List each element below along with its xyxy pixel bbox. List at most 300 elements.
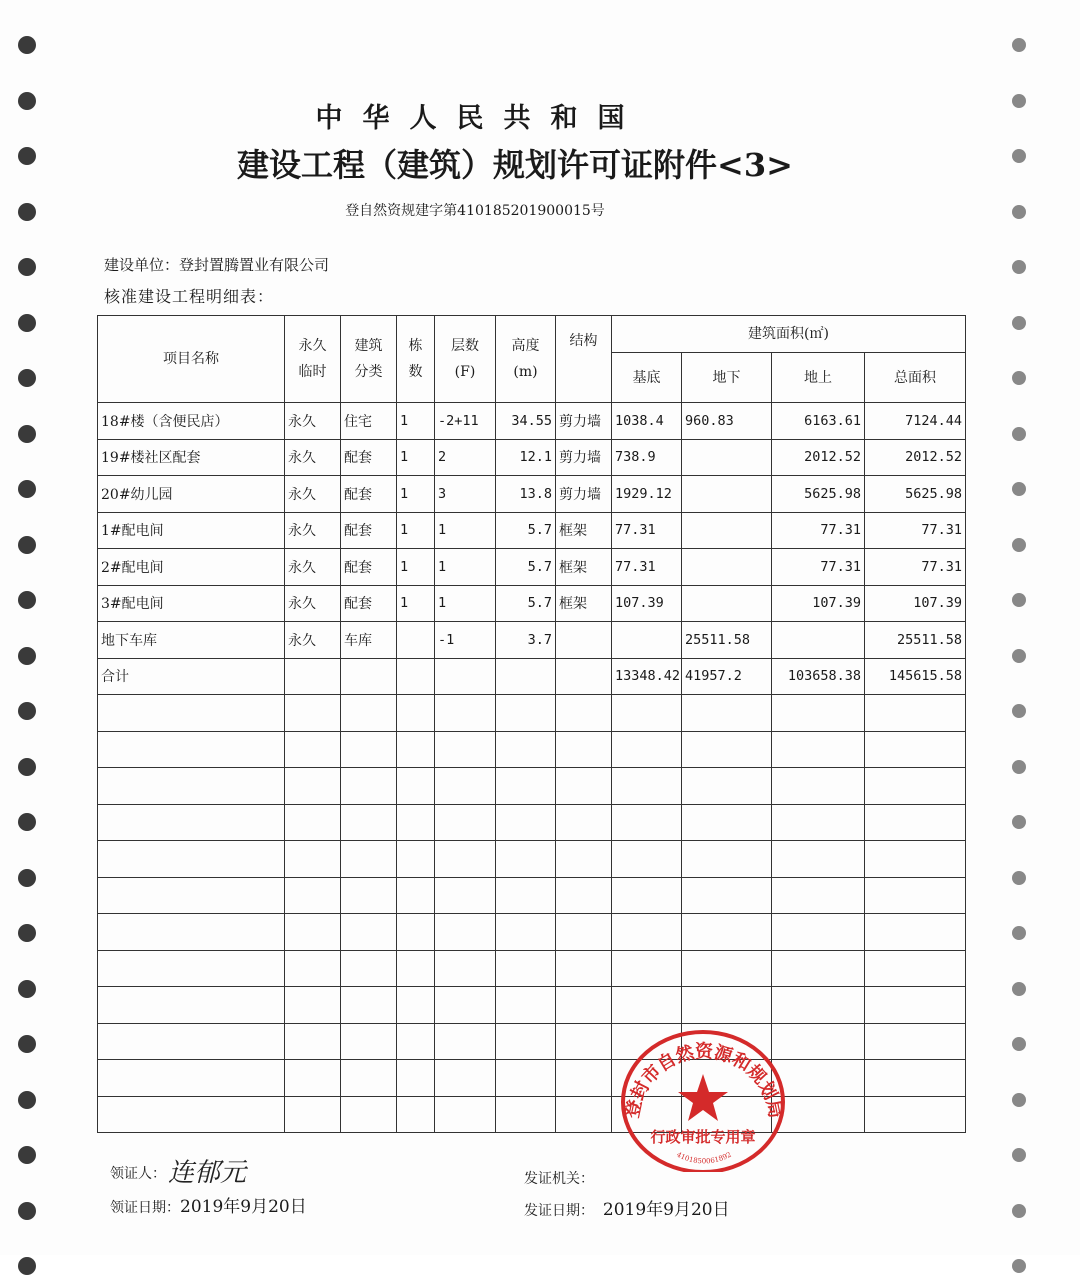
perforation-hole [18, 1202, 36, 1220]
cell-structure: 剪力墙 [556, 439, 612, 476]
cell-under [682, 476, 772, 513]
empty-cell [435, 1023, 496, 1060]
perforation-hole [1012, 926, 1026, 940]
issue-date-label: 发证日期： [524, 1203, 594, 1219]
receive-date-label: 领证日期： [110, 1200, 180, 1216]
cell-under: 25511.58 [682, 622, 772, 659]
empty-cell [772, 695, 865, 732]
construction-unit-label: 建设单位： [104, 256, 180, 274]
empty-cell [397, 658, 435, 695]
cell-above: 107.39 [772, 585, 865, 622]
empty-cell [397, 731, 435, 768]
empty-cell [496, 731, 556, 768]
empty-cell [496, 914, 556, 951]
empty-cell [397, 695, 435, 732]
issue-date-row [524, 1195, 730, 1220]
header-underground: 地下 [682, 353, 772, 403]
cell-height: 34.55 [496, 403, 556, 440]
empty-cell [496, 841, 556, 878]
recipient-label: 领证人： [110, 1166, 166, 1182]
cell-floors: 2 [435, 439, 496, 476]
perforation-hole [1012, 94, 1026, 108]
official-seal [617, 1022, 789, 1172]
empty-cell [496, 877, 556, 914]
issue-date: 2019年9月20日 [602, 1200, 730, 1220]
empty-cell [341, 950, 397, 987]
empty-cell [341, 1096, 397, 1133]
empty-cell [435, 1060, 496, 1097]
cell-structure: 剪力墙 [556, 476, 612, 513]
header-count-line1: 栋 [408, 338, 423, 354]
cell-cat: 住宅 [341, 403, 397, 440]
cell-name: 19#楼社区配套 [98, 439, 285, 476]
recipient-signature: 连郁元 [168, 1158, 247, 1188]
empty-cell [772, 841, 865, 878]
empty-cell [341, 841, 397, 878]
perforation-hole [1012, 205, 1026, 219]
empty-cell [612, 841, 682, 878]
empty-cell [682, 804, 772, 841]
cell-perm: 永久 [285, 403, 341, 440]
total-above: 103658.38 [772, 658, 865, 695]
header-project-name: 项目名称 [98, 316, 285, 403]
cell-structure: 剪力墙 [556, 403, 612, 440]
empty-cell [285, 841, 341, 878]
empty-cell [397, 768, 435, 805]
perforation-hole [18, 924, 36, 942]
empty-table-row [98, 731, 966, 768]
perforation-hole [18, 36, 36, 54]
cell-cat: 配套 [341, 439, 397, 476]
empty-cell [341, 731, 397, 768]
empty-cell [865, 768, 966, 805]
cell-count: 1 [397, 476, 435, 513]
perforation-hole [18, 1146, 36, 1164]
empty-cell [496, 1096, 556, 1133]
empty-cell [285, 877, 341, 914]
empty-cell [285, 1060, 341, 1097]
empty-cell [397, 877, 435, 914]
empty-cell [682, 914, 772, 951]
cell-floors: 1 [435, 549, 496, 586]
header-structure: 结构 [556, 316, 612, 403]
perforation-hole [1012, 1204, 1026, 1218]
empty-cell [98, 695, 285, 732]
perforation-hole [1012, 482, 1026, 496]
empty-cell [341, 695, 397, 732]
empty-cell [865, 841, 966, 878]
header-category [341, 316, 397, 403]
cell-perm: 永久 [285, 549, 341, 586]
empty-cell [435, 914, 496, 951]
cell-under [682, 549, 772, 586]
cell-cat: 配套 [341, 585, 397, 622]
header-permanence [285, 316, 341, 403]
empty-cell [612, 695, 682, 732]
empty-cell [341, 804, 397, 841]
empty-cell [556, 1060, 612, 1097]
cell-floors: -1 [435, 622, 496, 659]
empty-cell [496, 768, 556, 805]
cell-name: 地下车库 [98, 622, 285, 659]
cell-total: 25511.58 [865, 622, 966, 659]
empty-cell [98, 877, 285, 914]
empty-cell [341, 1060, 397, 1097]
document-title: 建设工程（建筑）规划许可证附件<3> [237, 146, 793, 184]
perforation-hole [18, 1257, 36, 1275]
total-row [98, 658, 966, 695]
empty-cell [865, 695, 966, 732]
table-row [98, 549, 966, 586]
total-total: 145615.58 [865, 658, 966, 695]
perforation-hole [18, 258, 36, 276]
empty-cell [435, 768, 496, 805]
empty-cell [772, 914, 865, 951]
table-row [98, 585, 966, 622]
empty-table-row [98, 914, 966, 951]
empty-cell [612, 731, 682, 768]
empty-cell [285, 804, 341, 841]
empty-cell [496, 695, 556, 732]
cell-perm: 永久 [285, 439, 341, 476]
cell-count: 1 [397, 585, 435, 622]
cell-floors: 1 [435, 512, 496, 549]
empty-cell [341, 1023, 397, 1060]
total-under: 41957.2 [682, 658, 772, 695]
empty-cell [612, 914, 682, 951]
cell-name: 20#幼儿园 [98, 476, 285, 513]
seal-star-icon [678, 1074, 728, 1121]
receive-date: 2019年9月20日 [180, 1197, 307, 1217]
empty-cell [285, 695, 341, 732]
perforation-hole [1012, 815, 1026, 829]
empty-cell [496, 987, 556, 1024]
perforation-hole [1012, 260, 1026, 274]
perforation-hole [18, 591, 36, 609]
cell-total: 7124.44 [865, 403, 966, 440]
empty-cell [435, 695, 496, 732]
header-base: 基底 [612, 353, 682, 403]
empty-cell [435, 658, 496, 695]
empty-cell [98, 914, 285, 951]
empty-table-row [98, 877, 966, 914]
header-aboveground: 地上 [772, 353, 865, 403]
empty-cell [98, 1060, 285, 1097]
cell-name: 1#配电间 [98, 512, 285, 549]
perforation-hole [1012, 760, 1026, 774]
cell-height: 5.7 [496, 585, 556, 622]
cell-cat: 配套 [341, 512, 397, 549]
seal-dept-text: 行政审批专用章 [650, 1128, 756, 1146]
header-height-line2: (m) [513, 364, 538, 380]
left-perforation [18, 0, 58, 1255]
empty-table-row [98, 804, 966, 841]
empty-table-row [98, 1096, 966, 1133]
cell-count: 1 [397, 549, 435, 586]
empty-table-row [98, 695, 966, 732]
empty-table-row [98, 950, 966, 987]
empty-cell [682, 877, 772, 914]
empty-cell [612, 804, 682, 841]
empty-cell [435, 987, 496, 1024]
cell-total: 77.31 [865, 512, 966, 549]
empty-cell [682, 695, 772, 732]
perforation-hole [18, 369, 36, 387]
seal-code-text: 4101850061892 [675, 1150, 733, 1166]
header-category-line2: 分类 [354, 364, 383, 380]
cell-height: 12.1 [496, 439, 556, 476]
empty-table-row [98, 987, 966, 1024]
cell-above: 2012.52 [772, 439, 865, 476]
empty-cell [98, 841, 285, 878]
perforation-hole [1012, 427, 1026, 441]
cell-name: 3#配电间 [98, 585, 285, 622]
empty-cell [285, 987, 341, 1024]
cell-floors: 1 [435, 585, 496, 622]
cell-count: 1 [397, 512, 435, 549]
cell-base: 107.39 [612, 585, 682, 622]
empty-cell [556, 804, 612, 841]
project-detail-table [97, 315, 966, 1133]
perforation-hole [18, 869, 36, 887]
document-number: 登自然资规建字第410185201900015号 [345, 203, 605, 219]
empty-cell [682, 731, 772, 768]
empty-cell [612, 768, 682, 805]
empty-cell [772, 731, 865, 768]
perforation-hole [18, 1091, 36, 1109]
empty-cell [612, 950, 682, 987]
empty-table-row [98, 1060, 966, 1097]
header-total: 总面积 [865, 353, 966, 403]
cell-base: 1929.12 [612, 476, 682, 513]
empty-cell [496, 658, 556, 695]
header-floors [435, 316, 496, 403]
cell-height: 5.7 [496, 512, 556, 549]
empty-cell [98, 768, 285, 805]
cell-above: 6163.61 [772, 403, 865, 440]
construction-unit [104, 254, 329, 275]
perforation-hole [18, 536, 36, 554]
perforation-hole [1012, 538, 1026, 552]
issuer-label: 发证机关： [524, 1171, 594, 1187]
empty-cell [397, 1060, 435, 1097]
perforation-hole [18, 480, 36, 498]
empty-cell [435, 877, 496, 914]
empty-cell [98, 950, 285, 987]
header-count [397, 316, 435, 403]
empty-cell [682, 841, 772, 878]
empty-cell [682, 950, 772, 987]
empty-cell [397, 1023, 435, 1060]
empty-cell [772, 804, 865, 841]
cell-structure: 框架 [556, 585, 612, 622]
empty-cell [285, 1023, 341, 1060]
right-perforation [1012, 0, 1052, 1255]
cell-count: 1 [397, 439, 435, 476]
cell-under [682, 439, 772, 476]
table-row [98, 476, 966, 513]
cell-name: 18#楼（含便民店） [98, 403, 285, 440]
cell-cat: 配套 [341, 476, 397, 513]
empty-cell [865, 804, 966, 841]
empty-cell [98, 804, 285, 841]
cell-structure [556, 622, 612, 659]
cell-height: 3.7 [496, 622, 556, 659]
empty-cell [397, 804, 435, 841]
empty-cell [556, 877, 612, 914]
perforation-hole [18, 425, 36, 443]
empty-table-row [98, 1023, 966, 1060]
perforation-hole [1012, 1093, 1026, 1107]
cell-above [772, 622, 865, 659]
perforation-hole [1012, 593, 1026, 607]
perforation-hole [1012, 316, 1026, 330]
empty-cell [865, 731, 966, 768]
cell-above: 77.31 [772, 549, 865, 586]
cell-cat: 车库 [341, 622, 397, 659]
empty-cell [556, 1096, 612, 1133]
cell-above: 5625.98 [772, 476, 865, 513]
cell-floors: -2+11 [435, 403, 496, 440]
cell-perm: 永久 [285, 622, 341, 659]
header-count-line2: 数 [408, 364, 423, 380]
empty-cell [865, 914, 966, 951]
header-height [496, 316, 556, 403]
empty-cell [341, 877, 397, 914]
cell-count [397, 622, 435, 659]
cell-total: 2012.52 [865, 439, 966, 476]
perforation-hole [1012, 371, 1026, 385]
empty-cell [556, 731, 612, 768]
empty-table-row [98, 768, 966, 805]
cell-above: 77.31 [772, 512, 865, 549]
empty-cell [397, 914, 435, 951]
empty-cell [397, 841, 435, 878]
table-row [98, 622, 966, 659]
empty-cell [556, 768, 612, 805]
empty-cell [341, 914, 397, 951]
empty-cell [772, 987, 865, 1024]
empty-cell [496, 1060, 556, 1097]
perforation-hole [18, 314, 36, 332]
table-body [98, 403, 966, 1133]
seal-org-text: 登封市自然资源和规划局 [621, 1041, 787, 1120]
empty-table-row [98, 841, 966, 878]
empty-cell [397, 987, 435, 1024]
perforation-hole [1012, 1148, 1026, 1162]
empty-cell [285, 914, 341, 951]
perforation-hole [18, 702, 36, 720]
empty-cell [556, 950, 612, 987]
table-row [98, 439, 966, 476]
empty-cell [98, 987, 285, 1024]
empty-cell [865, 1023, 966, 1060]
total-base: 13348.42 [612, 658, 682, 695]
cell-total: 5625.98 [865, 476, 966, 513]
perforation-hole [18, 1035, 36, 1053]
cell-base: 738.9 [612, 439, 682, 476]
cell-under [682, 512, 772, 549]
cell-count: 1 [397, 403, 435, 440]
empty-cell [865, 1060, 966, 1097]
empty-cell [496, 950, 556, 987]
empty-cell [98, 1096, 285, 1133]
empty-cell [285, 731, 341, 768]
cell-perm: 永久 [285, 585, 341, 622]
empty-cell [285, 950, 341, 987]
empty-cell [556, 1023, 612, 1060]
empty-cell [612, 877, 682, 914]
cell-name: 2#配电间 [98, 549, 285, 586]
perforation-hole [18, 758, 36, 776]
empty-cell [341, 658, 397, 695]
empty-cell [772, 768, 865, 805]
empty-cell [865, 1096, 966, 1133]
empty-cell [556, 914, 612, 951]
empty-cell [285, 1096, 341, 1133]
empty-cell [865, 950, 966, 987]
empty-cell [98, 731, 285, 768]
empty-cell [397, 950, 435, 987]
header-floors-line2: (F) [454, 364, 476, 380]
cell-height: 13.8 [496, 476, 556, 513]
header-height-line1: 高度 [511, 338, 540, 354]
cell-total: 77.31 [865, 549, 966, 586]
empty-cell [435, 804, 496, 841]
cell-under [682, 585, 772, 622]
cell-total: 107.39 [865, 585, 966, 622]
empty-cell [556, 841, 612, 878]
cell-structure: 框架 [556, 549, 612, 586]
header-floors-line1: 层数 [451, 338, 479, 354]
receive-date-row [110, 1192, 307, 1217]
country-title: 中华人民共和国 [315, 103, 645, 134]
perforation-hole [18, 813, 36, 831]
header-permanence-line1: 永久 [298, 338, 327, 354]
empty-cell [98, 1023, 285, 1060]
perforation-hole [1012, 38, 1026, 52]
perforation-hole [1012, 1259, 1026, 1273]
empty-cell [556, 987, 612, 1024]
empty-cell [285, 658, 341, 695]
perforation-hole [18, 980, 36, 998]
cell-base: 1038.4 [612, 403, 682, 440]
construction-unit-value: 登封置腾置业有限公司 [179, 256, 330, 274]
table-row [98, 512, 966, 549]
empty-cell [556, 658, 612, 695]
empty-cell [556, 695, 612, 732]
empty-cell [612, 987, 682, 1024]
cell-under: 960.83 [682, 403, 772, 440]
header-category-line1: 建筑 [354, 338, 383, 354]
empty-cell [285, 768, 341, 805]
empty-cell [865, 987, 966, 1024]
header-permanence-line2: 临时 [298, 364, 327, 380]
empty-cell [772, 950, 865, 987]
perforation-hole [1012, 649, 1026, 663]
empty-cell [435, 950, 496, 987]
cell-base: 77.31 [612, 512, 682, 549]
empty-cell [682, 987, 772, 1024]
empty-cell [865, 877, 966, 914]
perforation-hole [18, 647, 36, 665]
header-area: 建筑面积(㎡) [612, 316, 966, 353]
empty-cell [496, 804, 556, 841]
cell-perm: 永久 [285, 512, 341, 549]
empty-cell [772, 877, 865, 914]
cell-cat: 配套 [341, 549, 397, 586]
cell-floors: 3 [435, 476, 496, 513]
